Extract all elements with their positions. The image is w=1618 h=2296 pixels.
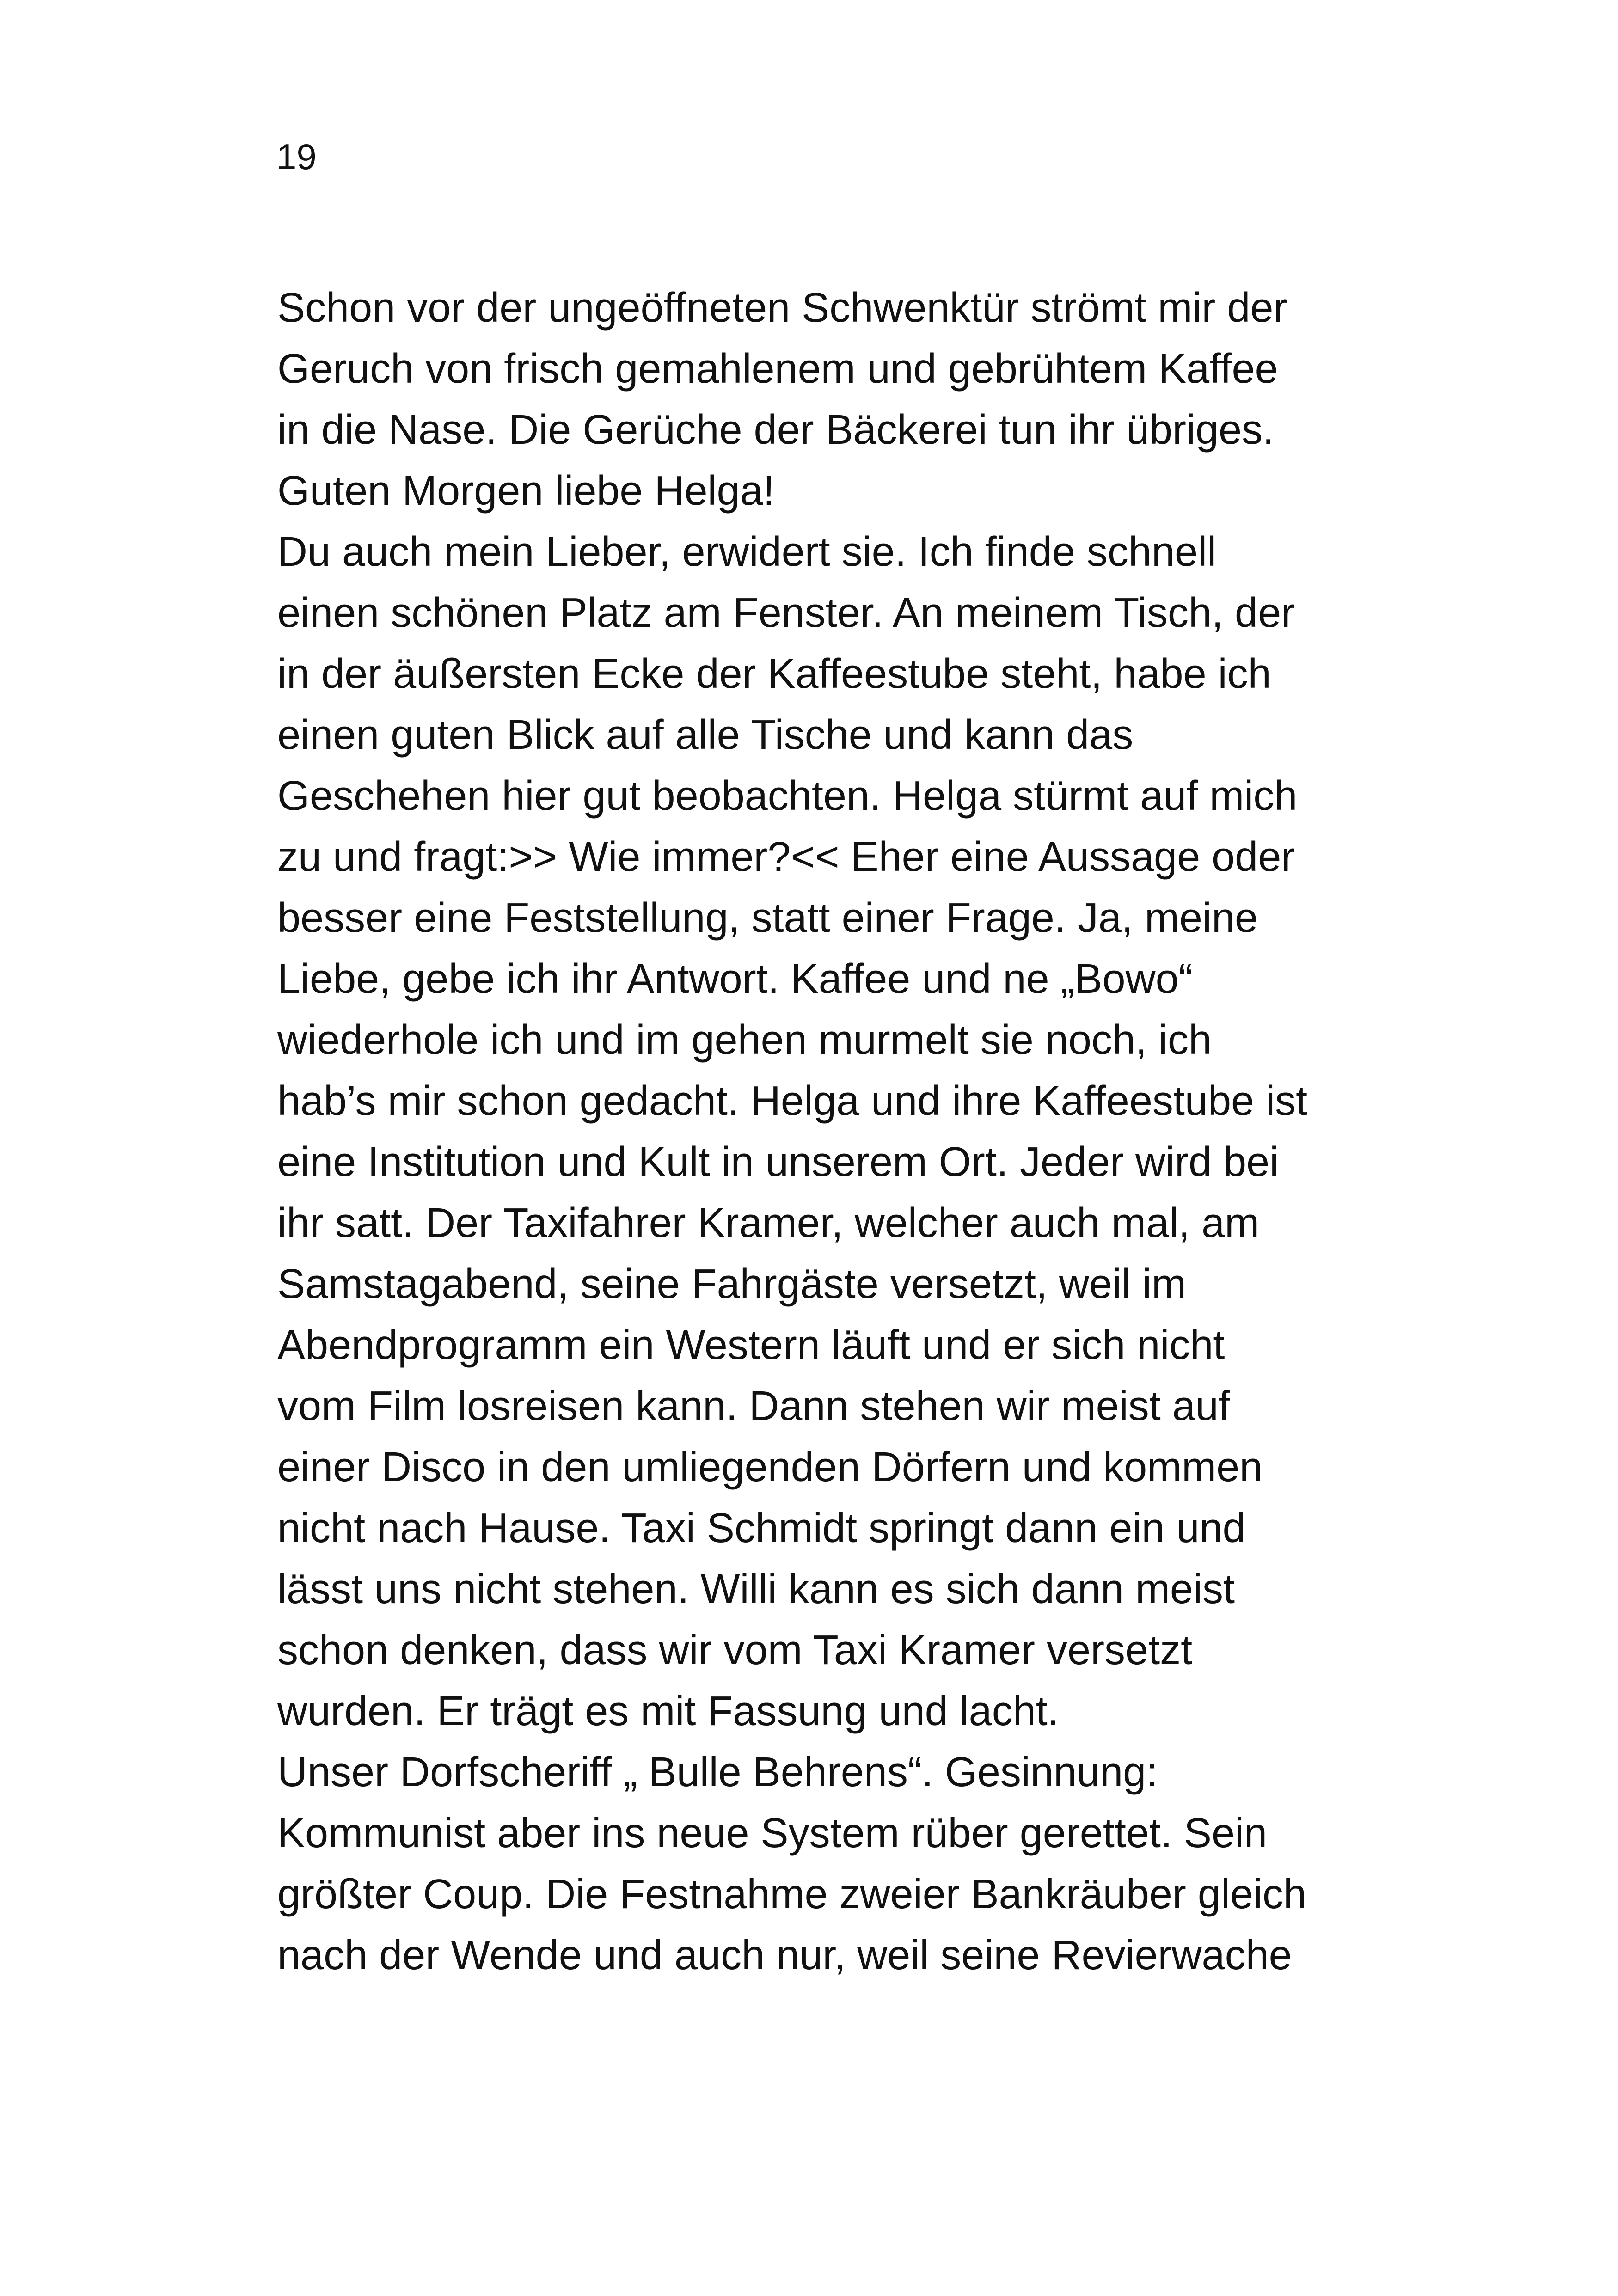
body-text	[277, 277, 1364, 1986]
text-line: Du auch mein Lieber, erwidert sie. Ich finde schnell	[277, 529, 1217, 575]
text-line: besser eine Feststellung, statt einer Frage. Ja, meine	[277, 895, 1258, 941]
text-line: hab’s mir schon gedacht. Helga und ihre Kaffeestube ist	[277, 1078, 1308, 1124]
text-line: einer Disco in den umliegenden Dörfern und kommen	[277, 1444, 1263, 1490]
text-line: einen schönen Platz am Fenster. An meinem Tisch, der	[277, 590, 1295, 636]
text-line: vom Film losreisen kann. Dann stehen wir meist auf	[277, 1383, 1230, 1429]
text-line: größter Coup. Die Festnahme zweier Bankräuber gleich	[277, 1871, 1307, 1917]
text-line: Liebe, gebe ich ihr Antwort. Kaffee und ne „Bowo“	[277, 956, 1193, 1002]
text-line: in der äußersten Ecke der Kaffeestube steht, habe ich	[277, 651, 1271, 697]
text-line: einen guten Blick auf alle Tische und kann das	[277, 712, 1134, 758]
text-line: Kommunist aber ins neue System rüber gerettet. Sein	[277, 1810, 1268, 1856]
text-line: eine Institution und Kult in unserem Ort. Jeder wird bei	[277, 1139, 1279, 1185]
text-line: Geschehen hier gut beobachten. Helga stürmt auf mich	[277, 773, 1298, 819]
text-line: Geruch von frisch gemahlenem und gebrühtem Kaffee	[277, 346, 1278, 392]
text-line: zu und fragt:>> Wie immer?<< Eher eine Aussage oder	[277, 834, 1295, 880]
text-line: wurden. Er trägt es mit Fassung und lacht.	[277, 1688, 1059, 1734]
text-line: schon denken, dass wir vom Taxi Kramer versetzt	[277, 1627, 1193, 1673]
text-line: Abendprogramm ein Western läuft und er sich nicht	[277, 1322, 1225, 1368]
text-line: Unser Dorfscheriff „ Bulle Behrens“. Gesinnung:	[277, 1749, 1158, 1795]
text-line: Schon vor der ungeöffneten Schwenktür strömt mir der	[277, 285, 1287, 331]
text-line: in die Nase. Die Gerüche der Bäckerei tun ihr übriges.	[277, 407, 1275, 453]
text-line: ihr satt. Der Taxifahrer Kramer, welcher auch mal, am	[277, 1200, 1260, 1246]
text-line: Guten Morgen liebe Helga!	[277, 468, 775, 514]
page-number: 19	[276, 136, 317, 177]
text-line: Samstagabend, seine Fahrgäste versetzt, weil im	[277, 1261, 1186, 1307]
text-line: nicht nach Hause. Taxi Schmidt springt dann ein und	[277, 1505, 1246, 1551]
text-line: lässt uns nicht stehen. Willi kann es sich dann meist	[277, 1566, 1235, 1612]
text-line: wiederhole ich und im gehen murmelt sie noch, ich	[277, 1017, 1212, 1063]
text-line: nach der Wende und auch nur, weil seine Revierwache	[277, 1932, 1292, 1978]
